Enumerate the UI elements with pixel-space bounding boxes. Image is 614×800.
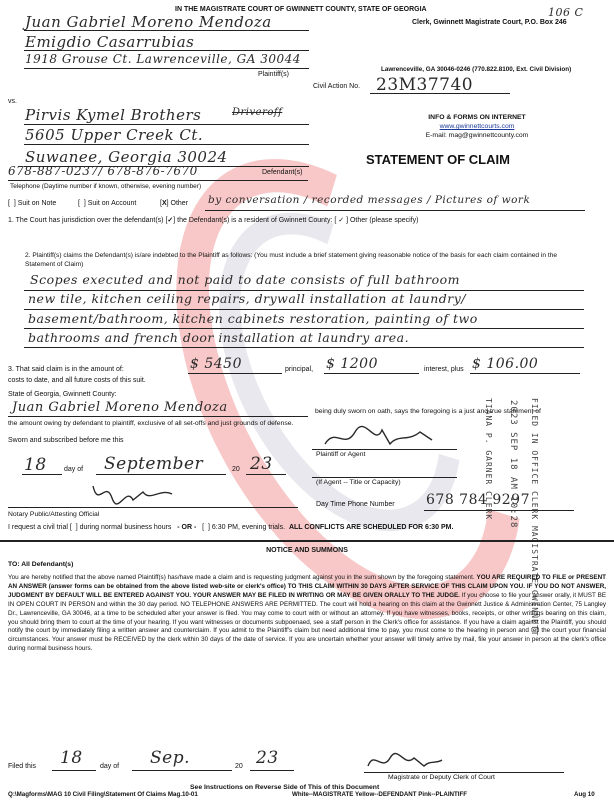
defendant-struck: Driveroff: [232, 107, 283, 118]
oath-text: being duly sworn on oath, says the foregoing is a just and true statement of: [315, 408, 541, 415]
principal-value: $ 5450: [190, 356, 242, 372]
sworn-label: Sworn and subscribed before me this: [8, 437, 124, 444]
defendant-name: Pirvis Kymel Brothers: [25, 106, 202, 124]
suit-on-note[interactable]: [ ] Suit on Note: [8, 200, 57, 207]
filed-day: 18: [60, 748, 83, 768]
filed-label: Filed this: [8, 763, 37, 770]
civil-action-number: 23M37740: [376, 75, 474, 95]
info-email: E-mail: mag@gwinnettcounty.com: [425, 132, 529, 139]
plaintiff-signature: [320, 422, 440, 452]
oath-day-label: day of: [64, 466, 84, 473]
clerk-line1: Clerk, Gwinnett Magistrate Court, P.O. Box 246: [412, 19, 567, 26]
footer-copies: White--MAGISTRATE Yellow--DEFENDANT Pink--PLAINTIFF: [292, 791, 468, 798]
plaintiff-name2: Emigdio Casarrubias: [25, 33, 195, 51]
info-website-link[interactable]: www.gwinnettcourts.com: [439, 123, 515, 130]
claim-line1: Scopes executed and not paid to date consists of full bathroom: [30, 272, 461, 287]
statement-title: STATEMENT OF CLAIM: [366, 152, 510, 167]
defendant-label: Defendant(s): [262, 169, 303, 176]
state-line: State of Georgia, Gwinnett County:: [8, 391, 117, 398]
amount-label: 3. That said claim is in the amount of:: [8, 366, 124, 373]
costs-note: costs to date, and all future costs of this suit.: [8, 377, 146, 384]
filed-stamp-col3: TIANA P. GARNER CLERK: [484, 398, 493, 521]
claim-line4: bathrooms and french door installation at laundry area.: [28, 330, 410, 345]
suit-other-text: by conversation / recorded messages / Pictures of work: [208, 194, 531, 206]
phone-value: 678 784 9297: [426, 492, 530, 508]
principal-label: principal,: [285, 366, 314, 373]
suit-on-account[interactable]: [ ] Suit on Account: [78, 200, 137, 207]
costs-value: $ 106.00: [472, 356, 539, 372]
clerk-signature: [364, 746, 444, 774]
clerk-sign-label: Magistrate or Deputy Clerk of Court: [388, 774, 495, 781]
filed-year-prefix: 20: [235, 763, 243, 770]
instructions-note: See Instructions on Reverse Side of This of this Document: [190, 784, 380, 791]
footer-path: Q:\Magforms\MAG 10 Civil Filing\Statement Of Claims Mag.10-01: [8, 791, 198, 798]
notice-title: NOTICE AND SUMMONS: [266, 547, 348, 554]
oath-year-prefix: 20: [232, 466, 240, 473]
plaintiff-agent-label: Plaintiff or Agent: [316, 451, 366, 458]
defendant-city: Suwanee, Georgia 30024: [25, 148, 228, 166]
defendant-phones: 678-887-0237/ 678-876-7670: [8, 164, 198, 178]
oath-text2: the amount owing by defendant to plaintiff, exclusive of all set-offs and just grounds of defense.: [8, 420, 294, 427]
suit-other[interactable]: [X] Other: [160, 200, 189, 207]
claim-line2: new tile, kitchen ceiling repairs, drywall installation at laundry/: [28, 291, 466, 306]
claim-instructions: 2. Plaintiff(s) claims the Defendant(s) is/are indebted to the Plaintiff as follows: (You must include a brief statement giving reasonable notice of the basis for each claim contained in the Statement of Claim): [25, 252, 558, 268]
civil-action-label: Civil Action No.: [313, 83, 361, 90]
plaintiff-label: Plaintiff(s): [258, 71, 289, 78]
court-title: IN THE MAGISTRATE COURT OF GWINNETT COUNTY, STATE OF GEORGIA: [175, 6, 427, 13]
notary-signature: [88, 478, 178, 508]
oath-day: 18: [24, 455, 47, 475]
telephone-label: Telephone (Daytime number if known, otherwise, evening number): [10, 183, 202, 190]
oath-month: September: [104, 454, 204, 474]
agent-title-label: (If Agent -- Title or Capacity): [316, 479, 401, 486]
notary-label: Notary Public/Attesting Official: [8, 511, 100, 518]
plaintiff-name1: Juan Gabriel Moreno Mendoza: [25, 13, 272, 31]
phone-label: Day Time Phone Number: [316, 501, 395, 508]
interest-value: $ 1200: [326, 356, 378, 372]
filed-day-label: day of: [100, 763, 120, 770]
vs-label: vs.: [8, 98, 17, 105]
filed-month: Sep.: [150, 748, 190, 768]
plaintiff-address: 1918 Grouse Ct. Lawrenceville, GA 30044: [25, 52, 301, 66]
interest-label: interest, plus: [424, 366, 464, 373]
trial-request-row[interactable]: I request a civil trial [ ] during normal business hours - OR - [ ] 6:30 PM, evening trials. ALL CONFLICTS ARE SCHEDULED FOR 6:30 PM.: [8, 524, 454, 531]
info-forms-title: INFO & FORMS ON INTERNET: [428, 114, 526, 121]
notice-body: You are hereby notified that the above named Plaintiff(s) has/have made a claim and is requesting judgment against you in the sum shown by the foregoing statement. YOU ARE REQUIRED TO FILE or PRESENT AN ANSWER (answer forms can be obtained from the above listed web-site or clerk's office) TO THIS CLAIM WITHIN 30 DAYS AFTER SERVICE OF THIS CLAIM UPON YOU. IF YOU DO NOT ANSWER, JUDGMENT BY DEFAULT WILL BE ENTERED AGAINST YOU. YOUR ANSWER MAY BE FILED IN WRITING OR MAY BE GIVEN ORALLY TO THE JUDGE. If you choose to file your answer orally, it MUST BE IN OPEN COURT IN PERSON and within the 30 day period. NO TELEPHONE ANSWERS ARE PERMITTED. The court will hold a hearing on this claim at the Gwinnett Justice & Administration Center, 75 Langley Dr., Lawrenceville, GA 30046, at a time to be scheduled after your answer is filed. You may come to court with or without an attorney. If you have witnesses, books, receipts, or other writings bearing on this claim, you should bring them to court at the time of your hearing. If you want witnesses or documents subpoenaed, see a staff person in the Clerk's office for assistance. If you have a claim against the Plaintiff, you should notify the court by immediately filing a written answer and counterclaim. If you admit to the Plaintiff's claim but need additional time to pay, you must come to the hearing in person and tell the court your financial circumstances. Your answer must be RECEIVED by the clerk within 30 days of the date of service. If you are uncertain whether your answer will timely arrive by mail, file your answer in person at the clerk's office during normal business hours.: [8, 574, 607, 653]
affiant-name: Juan Gabriel Moreno Mendoza: [12, 400, 228, 415]
jurisdiction-text: 1. The Court has jurisdiction over the defendant(s) [✓] the Defendant(s) is a resident of Gwinnett County: [ ✓ ] Other (please specify): [8, 217, 419, 224]
oath-year: 23: [250, 454, 273, 474]
footer-date: Aug 10: [574, 791, 595, 798]
filed-stamp-col2: 2023 SEP 18 AM 10:28: [508, 400, 518, 529]
page-code: 106 C: [548, 6, 584, 19]
filed-year: 23: [256, 748, 279, 768]
clerk-line2: Lawrenceville, GA 30046-0246 (770.822.8100, Ext. Civil Division): [381, 66, 572, 73]
notice-to: TO: All Defendant(s): [8, 561, 74, 568]
defendant-street: 5605 Upper Creek Ct.: [25, 126, 204, 144]
filed-stamp-col1: FILED IN OFFICE CLERK MAGISTRATE GWINNETT: [530, 398, 539, 637]
claim-line3: basement/bathroom, kitchen cabinets restoration, painting of two: [28, 311, 478, 326]
